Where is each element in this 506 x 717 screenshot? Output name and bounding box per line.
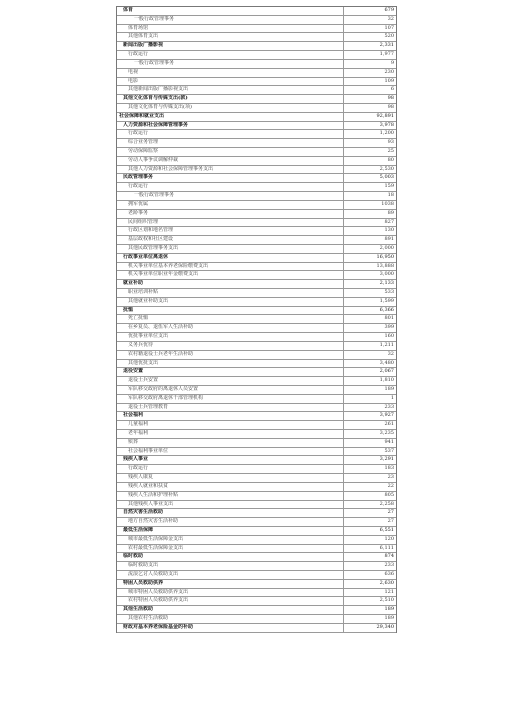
item-name: 就业补助	[117, 280, 344, 288]
item-amount: 801	[384, 315, 394, 322]
item-amount: 32	[387, 350, 394, 357]
item-name: 地方自然灾害生活补助	[117, 518, 344, 526]
item-name: 社会福利	[117, 412, 344, 420]
table-row	[117, 545, 396, 554]
item-amount: 3,978	[379, 121, 394, 128]
item-name: 在乡复员、退伍军人生活补助	[117, 324, 344, 332]
item-name: 临时救助支出	[117, 562, 344, 570]
item-amount: 80	[387, 156, 394, 163]
item-amount: 2,000	[379, 244, 394, 251]
item-name: 义务兵优待	[117, 342, 344, 350]
table-row	[117, 368, 396, 377]
item-amount: 261	[384, 421, 394, 428]
item-amount: 189	[384, 615, 394, 622]
item-name: 其他生活救助	[117, 606, 344, 614]
table-row	[117, 25, 396, 34]
item-amount: 121	[384, 588, 394, 595]
item-name: 退役士兵安置	[117, 377, 344, 385]
item-name: 特困人员救助供养	[117, 580, 344, 588]
item-amount: 6,366	[379, 306, 394, 313]
item-name: 其他民政管理事务支出	[117, 245, 344, 253]
table-row	[117, 148, 396, 157]
table-row	[117, 404, 396, 413]
table-row	[117, 527, 396, 536]
item-amount: 2,630	[379, 579, 394, 586]
table-row	[117, 307, 396, 316]
item-amount: 27	[387, 509, 394, 516]
item-name: 残疾人就业和扶贫	[117, 483, 344, 491]
table-row	[117, 78, 396, 87]
item-name: 其他农村生活救助	[117, 615, 344, 623]
table-row	[117, 333, 396, 342]
item-amount: 1038	[381, 200, 394, 207]
table-row	[117, 166, 396, 175]
table-row	[117, 553, 396, 562]
item-amount: 1,810	[379, 377, 394, 384]
table-row	[117, 351, 396, 360]
item-name: 其他新闻出版广播影视支出	[117, 86, 344, 94]
table-row	[117, 236, 396, 245]
item-amount: 2,510	[379, 597, 394, 604]
table-row	[117, 86, 396, 95]
table-row	[117, 386, 396, 395]
item-amount: 18	[387, 192, 394, 199]
item-name: 一般行政管理事务	[117, 16, 344, 24]
item-amount: 1	[390, 394, 394, 401]
item-name: 抚恤	[117, 307, 344, 315]
table-row	[117, 113, 396, 122]
item-name: 机关事业单位基本养老保险缴费支出	[117, 263, 344, 271]
table-row	[117, 606, 396, 615]
item-amount: 32	[387, 15, 394, 22]
item-amount: 130	[384, 227, 394, 234]
table-row	[117, 483, 396, 492]
table-row	[117, 421, 396, 430]
table-row	[117, 219, 396, 228]
table-row	[117, 474, 396, 483]
table-row	[117, 518, 396, 527]
item-amount: 109	[384, 77, 394, 84]
item-name: 劳动人事争议调解仲裁	[117, 157, 344, 165]
item-name: 流浪乞讨人员救助支出	[117, 571, 344, 579]
table-row	[117, 254, 396, 263]
table-row	[117, 580, 396, 589]
item-name: 行政区划和地名管理	[117, 227, 344, 235]
table-row	[117, 192, 396, 201]
item-name: 自然灾害生活救助	[117, 509, 344, 517]
item-amount: 189	[384, 606, 394, 613]
item-amount: 941	[384, 438, 394, 445]
item-amount: 537	[384, 447, 394, 454]
item-amount: 399	[384, 324, 394, 331]
item-amount: 23	[387, 474, 394, 481]
table-row	[117, 51, 396, 60]
table-row	[117, 227, 396, 236]
item-amount: 1,211	[379, 341, 394, 348]
item-name: 其他文化体育与传媒支出(款)	[117, 95, 344, 103]
item-name: 行政运行	[117, 183, 344, 191]
item-name: 农村最低生活保障金支出	[117, 545, 344, 553]
item-name: 殡葬	[117, 439, 344, 447]
table-row	[117, 509, 396, 518]
table-row	[117, 42, 396, 51]
item-amount: 230	[384, 68, 394, 75]
item-name: 老年福利	[117, 430, 344, 438]
item-name: 老龄事务	[117, 210, 344, 218]
item-amount: 5,003	[379, 174, 394, 181]
item-amount: 1,200	[379, 130, 394, 137]
item-name: 其他残疾人事业支出	[117, 501, 344, 509]
item-amount: 27	[387, 518, 394, 525]
item-amount: 93	[387, 139, 394, 146]
item-name: 临时救助	[117, 553, 344, 561]
item-name: 退役士兵管理教育	[117, 404, 344, 412]
table-row	[117, 104, 396, 113]
item-amount: 533	[384, 289, 394, 295]
table-row	[117, 439, 396, 448]
item-amount: 98	[387, 103, 394, 110]
table-row	[117, 298, 396, 307]
table-row	[117, 122, 396, 131]
table-row	[117, 16, 396, 25]
item-amount: 2,331	[379, 42, 394, 49]
budget-table	[116, 6, 397, 633]
table-row	[117, 130, 396, 139]
item-name: 优抚事业单位支出	[117, 333, 344, 341]
item-name: 机关事业单位职业年金缴费支出	[117, 271, 344, 279]
item-name: 综合业务管理	[117, 139, 344, 147]
item-name: 社会福利事业单位	[117, 448, 344, 456]
item-name: 残疾人生活和护理补贴	[117, 492, 344, 500]
item-name: 残疾人事业	[117, 456, 344, 464]
item-name: 最低生活保障	[117, 527, 344, 535]
item-amount: 827	[384, 218, 394, 225]
item-name: 其他人力资源和社会保障管理事务支出	[117, 166, 344, 174]
item-amount: 636	[384, 571, 394, 577]
item-name: 残疾人康复	[117, 474, 344, 482]
item-amount: 3,291	[379, 456, 394, 463]
item-amount: 874	[384, 553, 394, 560]
table-row	[117, 157, 396, 166]
item-amount: 3,000	[379, 271, 394, 278]
table-row	[117, 342, 396, 351]
item-amount: 92,891	[376, 112, 394, 119]
item-name: 其他体育支出	[117, 33, 344, 41]
item-amount: 891	[384, 236, 394, 243]
table-row	[117, 174, 396, 183]
item-amount: 160	[384, 333, 394, 340]
item-amount: 233	[384, 403, 394, 410]
item-amount: 805	[384, 491, 394, 498]
table-row	[117, 60, 396, 69]
item-amount: 22	[387, 482, 394, 489]
table-row	[117, 492, 396, 501]
table-row	[117, 263, 396, 272]
item-amount: 3,927	[379, 412, 394, 419]
item-amount: 2,258	[379, 500, 394, 507]
table-row	[117, 360, 396, 369]
table-row	[117, 536, 396, 545]
item-name: 军队移交政府离退休干部管理机构	[117, 395, 344, 403]
table-row	[117, 139, 396, 148]
item-amount: 159	[384, 183, 394, 190]
item-name: 基层政权和社区建设	[117, 236, 344, 244]
table-row	[117, 95, 396, 104]
table-row	[117, 615, 396, 624]
table-row	[117, 589, 396, 598]
item-amount: 13,888	[376, 262, 394, 269]
item-name: 一般行政管理事务	[117, 60, 344, 68]
item-name: 农村籍退役士兵老年生活补助	[117, 351, 344, 359]
table-row	[117, 201, 396, 210]
item-amount: 189	[384, 385, 394, 392]
table-row	[117, 448, 396, 457]
table-row	[117, 430, 396, 439]
item-name: 城市最低生活保障金支出	[117, 536, 344, 544]
table-row	[117, 377, 396, 386]
table-row	[117, 465, 396, 474]
item-amount: 6,111	[379, 544, 394, 551]
item-amount: 1,977	[379, 51, 394, 58]
item-name: 人力资源和社会保障管理事务	[117, 122, 344, 130]
item-name: 电视	[117, 69, 344, 77]
item-name: 财政对基本养老保险基金的补助	[117, 624, 344, 632]
table-row	[117, 183, 396, 192]
item-name: 行政运行	[117, 465, 344, 473]
table-row	[117, 271, 396, 280]
table-row	[117, 395, 396, 404]
table-row	[117, 324, 396, 333]
item-amount: 29,340	[376, 623, 394, 630]
item-amount: 1,599	[379, 297, 394, 304]
item-amount: 6,551	[379, 526, 394, 533]
item-name: 其他优抚支出	[117, 360, 344, 368]
item-name: 电影	[117, 78, 344, 86]
item-name: 行政运行	[117, 130, 344, 138]
table-row	[117, 562, 396, 571]
item-name: 城市特困人员救助供养支出	[117, 589, 344, 597]
item-name: 死亡抚恤	[117, 315, 344, 323]
item-amount: 183	[384, 465, 394, 472]
item-name: 体育	[117, 7, 344, 15]
item-name: 劳动保障监察	[117, 148, 344, 156]
table-row	[117, 412, 396, 421]
item-name: 体育场馆	[117, 25, 344, 33]
table-row	[117, 7, 396, 16]
item-amount: 2,133	[379, 280, 394, 287]
table-row	[117, 245, 396, 254]
item-amount: 9	[390, 59, 394, 66]
table-row	[117, 69, 396, 78]
table-row	[117, 33, 396, 42]
item-name: 儿童福利	[117, 421, 344, 429]
item-name: 退役安置	[117, 368, 344, 376]
item-name: 一般行政管理事务	[117, 192, 344, 200]
item-name: 农村特困人员救助供养支出	[117, 597, 344, 605]
item-name: 新闻出版广播影视	[117, 42, 344, 50]
table-row	[117, 624, 396, 633]
item-amount: 25	[387, 148, 394, 154]
item-amount: 2,067	[379, 368, 394, 375]
table-row	[117, 501, 396, 510]
item-name: 行政事业单位离退休	[117, 254, 344, 262]
item-name: 拥军优属	[117, 201, 344, 209]
item-name: 其他就业补助支出	[117, 298, 344, 306]
item-amount: 233	[384, 562, 394, 569]
table-row	[117, 280, 396, 289]
item-name: 其他文化体育与传媒支出(项)	[117, 104, 344, 112]
item-amount: 120	[384, 535, 394, 542]
table-row	[117, 597, 396, 606]
item-name: 民间组织管理	[117, 219, 344, 227]
item-name: 职业培训补贴	[117, 289, 344, 297]
item-amount: 16,950	[376, 253, 394, 260]
item-name: 行政运行	[117, 51, 344, 59]
item-name: 民政管理事务	[117, 174, 344, 182]
table-row	[117, 571, 396, 580]
item-amount: 98	[387, 95, 394, 102]
item-amount: 2,530	[379, 165, 394, 172]
table-row	[117, 210, 396, 219]
item-name: 社会保障和就业支出	[117, 113, 344, 121]
table-row	[117, 456, 396, 465]
item-amount: 107	[384, 24, 394, 31]
table-row	[117, 289, 396, 298]
item-name: 军队移交政府的离退休人员安置	[117, 386, 344, 394]
item-amount: 679	[384, 7, 394, 13]
table-row	[117, 315, 396, 324]
item-amount: 3,480	[379, 359, 394, 366]
item-amount: 3,235	[379, 430, 394, 436]
item-amount: 89	[387, 209, 394, 216]
item-amount: 6	[390, 86, 394, 93]
item-amount: 520	[384, 33, 394, 40]
